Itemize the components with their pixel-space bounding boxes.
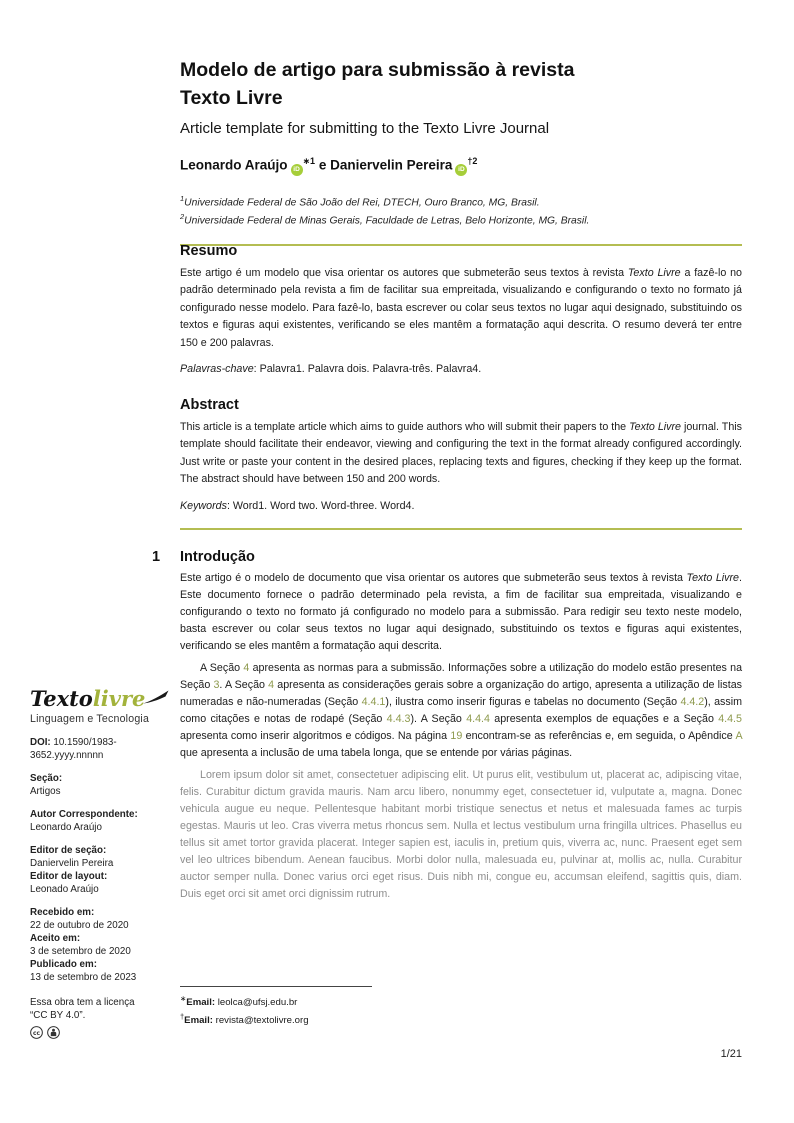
section-title: Introdução — [180, 549, 255, 565]
affiliation-2-text: Universidade Federal de Minas Gerais, Faculdade de Letras, Belo Horizonte, MG, Brasil. — [184, 215, 590, 227]
published-value: 13 de setembro de 2023 — [30, 972, 137, 983]
doi-block — [30, 736, 162, 762]
footnote-area — [180, 986, 742, 1028]
footnote-1-label: Email: — [186, 997, 216, 1009]
abstract-heading: Abstract — [180, 397, 239, 413]
footnote-1-email[interactable]: leolca@ufsj.edu.br — [215, 997, 298, 1009]
cross-reference-link[interactable]: 4.4.1 — [361, 696, 386, 708]
affiliation-1-text: Universidade Federal de São João del Rei, DTECH, Ouro Branco, MG, Brasil. — [184, 196, 540, 208]
footnote-2 — [180, 1010, 742, 1028]
editors-block — [30, 844, 162, 896]
section-editor-value: Daniervelin Pereira — [30, 858, 114, 869]
cross-reference-link[interactable]: 3 — [213, 679, 220, 691]
footnote-1-sup: ∗ — [180, 994, 187, 1003]
affiliation-2 — [180, 210, 742, 228]
corresponding-author-block — [30, 808, 162, 834]
intro-paragraph-1: Este artigo é o modelo de documento que visa orientar os autores que submeterão seus textos à revista Texto Livre. Este documento fornece o padrão determinado pela revista, a fim de facilitar sua empreitada, visualizando e configurando o texto no formato já configurado no modelo para a submissão. Para redigir seu texto neste modelo, basta escrever ou colar seus textos no lugar aqui designado, substituindo os textos e figuras aqui existentes, verificando se eles mantêm a formatação aqui descrita. — [180, 572, 742, 652]
accepted-value: 3 de setembro de 2020 — [30, 946, 131, 957]
doi-value[interactable]: 10.1590/1983-3652.yyyy.nnnnn — [30, 737, 117, 761]
journal-logo — [30, 684, 162, 726]
palavras-chave-line — [180, 363, 742, 375]
abstract-divider — [180, 528, 742, 530]
palavras-chave-label: Palavras-chave — [180, 363, 254, 376]
cross-reference-link[interactable]: 4.4.5 — [718, 713, 742, 725]
doi-label: DOI: — [30, 737, 51, 748]
intro-paragraph-3-lorem: Lorem ipsum dolor sit amet, consectetuer adipiscing elit. Ut purus elit, vestibulum ut, placerat ac, adipiscing vitae, felis. Curabitur dictum gravida mauris. Nam arcu libero, nonummy eget, consectetuer id, vulputate a, magna. Donec vehicula augue eu neque. Pellentesque habitant morbi tristique senectus et netus et malesuada fames ac turpis egestas. Mauris ut leo. Cras viverra metus rhoncus sem. Nulla et lectus vestibulum urna fringilla ultrices. Phasellus eu tellus sit amet tortor gravida placerat. Integer sapien est, iaculis in, pretium quis, viverra ac, nunc. Praesent eget sem vel leo ultrices bibendum. Aenean faucibus. Morbi dolor nulla, malesuada eu, pulvinar at, mollis ac, nulla. Curabitur auctor semper nulla. Donec varius orci eget risus. Duis nibh mi, congue eu, accumsan eleifend, sagittis quis, diam. Duis eget orci sit amet orci dignissim rutrum. — [180, 769, 742, 900]
section-value: Artigos — [30, 786, 61, 797]
license-line-2: “CC BY 4.0”. — [30, 1010, 86, 1021]
author-1-name: Leonardo Araújo — [180, 157, 288, 173]
cross-reference-link[interactable]: 19 — [450, 730, 463, 742]
layout-editor-label: Editor de layout: — [30, 871, 108, 882]
section-heading — [152, 549, 742, 565]
affiliation-2-sup: 2 — [180, 211, 185, 221]
abstract-section — [180, 397, 742, 512]
resumo-body: Este artigo é um modelo que visa orientar os autores que submeterão seus textos à revista Texto Livre a fazê-lo no padrão determinado pela revista a fim de facilitar sua empreitada, visualizando e configurando o texto no formato já configurado nesse modelo. Para fazê-lo, basta escrever ou colar seus textos no lugar aqui designado, substituindo os textos e figuras aqui existentes, verificando se eles mantêm a formatação aqui descrita. O resumo deverá ter entre 150 e 200 palavras. — [180, 267, 742, 349]
article-subtitle: Article template for submitting to the Texto Livre Journal — [180, 120, 550, 137]
footnote-2-sup: † — [180, 1012, 185, 1022]
cross-reference-link[interactable]: 4.4.3 — [386, 713, 411, 725]
page-number: 1/21 — [720, 1048, 742, 1060]
article-title — [180, 56, 742, 112]
cross-reference-link[interactable]: 4.4.4 — [466, 713, 490, 725]
affiliations — [180, 192, 742, 229]
affiliation-1 — [180, 192, 742, 210]
footnote-2-email[interactable]: revista@textolivre.org — [212, 1015, 309, 1027]
cross-reference-link[interactable]: 4.4.2 — [680, 696, 705, 708]
footnote-rule — [180, 986, 372, 987]
received-value: 22 de outubro de 2020 — [30, 920, 129, 931]
by-person-icon — [47, 1026, 60, 1039]
author-2-superscript: †2 — [467, 156, 478, 166]
section-number: 1 — [152, 549, 161, 565]
intro-paragraph-2: A Seção 4 apresenta as normas para a submissão. Informações sobre a utilização do modelo estão presentes na Seção 3. A Seção 4 apresenta as considerações gerais sobre a organização do artigo, apresenta a utilização de listas numeradas e não-numeradas (Seção 4.4.1), ilustra como inserir figuras e tabelas no documento (Seção 4.4.2), assim como citações e notas de rodapé (Seção 4.4.3). A Seção 4.4.4 apresenta exemplos de equações e a Seção 4.4.5 apresenta como inserir algoritmos e códigos. Na página 19 encontram-se as referências e, em seguida, o Apêndice A que apresenta a inclusão de uma tabela longa, que se entende por várias páginas. — [180, 662, 743, 759]
published-label: Publicado em: — [30, 959, 97, 970]
footnote-1 — [180, 992, 742, 1010]
palavras-chave-values: : Palavra1. Palavra dois. Palavra-três. Palavra4. — [253, 363, 482, 376]
keywords-line — [180, 500, 742, 512]
author-1-superscript: ∗1 — [302, 156, 316, 166]
author-separator: e — [315, 157, 331, 173]
cross-reference-link[interactable]: 4 — [243, 662, 250, 674]
section-label: Seção: — [30, 773, 63, 784]
accepted-label: Aceito em: — [30, 933, 81, 944]
section-editor-label: Editor de seção: — [30, 845, 107, 856]
cross-reference-link[interactable]: A — [735, 730, 742, 742]
pen-icon — [143, 685, 169, 709]
corresponding-author-value: Leonardo Araújo — [30, 822, 102, 833]
corresponding-author-label: Autor Correspondente: — [30, 809, 138, 820]
keywords-label: Keywords — [180, 499, 227, 512]
section-block — [30, 772, 162, 798]
author-2-name: Daniervelin Pereira — [330, 157, 453, 173]
title-line-2: Texto Livre — [180, 87, 283, 109]
abstract-body: This article is a template article which aims to guide authors who will submit their papers to the Texto Livre journal. This template should facilitate their endeavor, viewing and configuring the text in the format already configured accordingly. Just write or paste your content in the desired places, replacing texts and figures, checking if they keep up the format. The abstract should have between 150 and 200 words. — [180, 421, 742, 486]
keywords-values: : Word1. Word two. Word-three. Word4. — [226, 499, 415, 512]
author-line — [180, 156, 742, 176]
layout-editor-value: Leonado Araújo — [30, 884, 99, 895]
logo-livre: livre — [92, 686, 146, 711]
orcid-icon[interactable]: iD — [455, 164, 467, 176]
affiliation-1-sup: 1 — [180, 193, 185, 203]
svg-text:cc: cc — [33, 1030, 40, 1037]
footnote-2-label: Email: — [184, 1015, 213, 1027]
dates-block — [30, 906, 162, 984]
cc-icon — [30, 1026, 43, 1039]
license-block — [30, 996, 162, 1043]
margin-sidebar — [30, 684, 162, 1043]
introduction-section — [152, 549, 743, 903]
cross-reference-link[interactable]: 4 — [268, 679, 275, 691]
resumo-section — [180, 243, 742, 375]
orcid-icon[interactable]: iD — [291, 164, 303, 176]
title-line-1: Modelo de artigo para submissão à revista — [180, 59, 575, 81]
resumo-heading: Resumo — [180, 243, 238, 259]
logo-texto: Texto — [30, 686, 93, 711]
license-line-1: Essa obra tem a licença — [30, 997, 135, 1008]
cc-by-icons[interactable] — [30, 1026, 162, 1043]
logo-tagline: Linguagem e Tecnologia — [30, 713, 150, 725]
received-label: Recebido em: — [30, 907, 95, 918]
article-header — [180, 56, 742, 246]
